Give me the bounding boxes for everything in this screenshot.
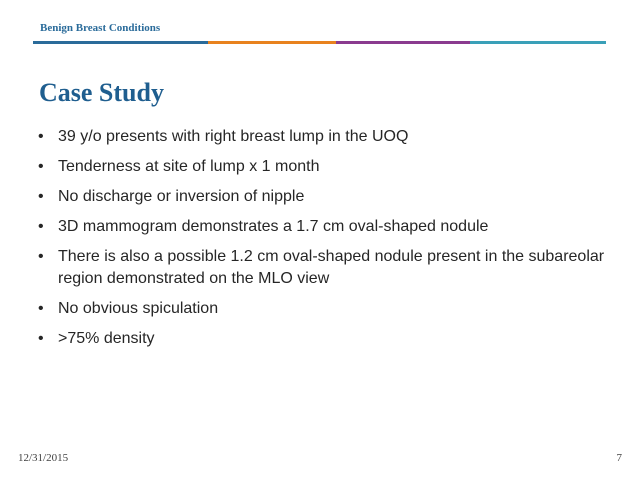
header-title: Benign Breast Conditions (40, 22, 161, 34)
bullet-text: 39 y/o presents with right breast lump in the UOQ (58, 128, 409, 145)
bullet-item (38, 298, 608, 320)
bullet-item (38, 156, 608, 178)
bullet-icon: • (38, 128, 44, 145)
bullet-icon: • (38, 158, 44, 175)
divider-segment-purple (336, 41, 470, 44)
slide-title: Case Study (39, 78, 164, 107)
bullet-item (38, 328, 608, 350)
bullet-list (38, 126, 608, 358)
bullet-text: There is also a possible 1.2 cm oval-shaped nodule present in the subareolar region demonstrated on the MLO view (58, 248, 605, 287)
bullet-item (38, 246, 608, 290)
bullet-icon: • (38, 330, 44, 347)
header-divider (33, 41, 606, 44)
page-number: 7 (616, 452, 622, 464)
bullet-text: Tenderness at site of lump x 1 month (58, 158, 320, 175)
divider-segment-orange (208, 41, 336, 44)
bullet-text: >75% density (58, 330, 155, 347)
bullet-text: 3D mammogram demonstrates a 1.7 cm oval-shaped nodule (58, 218, 489, 235)
bullet-text: No discharge or inversion of nipple (58, 188, 305, 205)
bullet-item (38, 186, 608, 208)
bullet-icon: • (38, 300, 44, 317)
footer-date: 12/31/2015 (18, 452, 69, 464)
divider-segment-teal (470, 41, 606, 44)
divider-segment-blue (33, 41, 208, 44)
bullet-item (38, 216, 608, 238)
bullet-icon: • (38, 218, 44, 235)
bullet-icon: • (38, 188, 44, 205)
bullet-text: No obvious spiculation (58, 300, 219, 317)
bullet-icon: • (38, 248, 44, 265)
bullet-item (38, 126, 608, 148)
